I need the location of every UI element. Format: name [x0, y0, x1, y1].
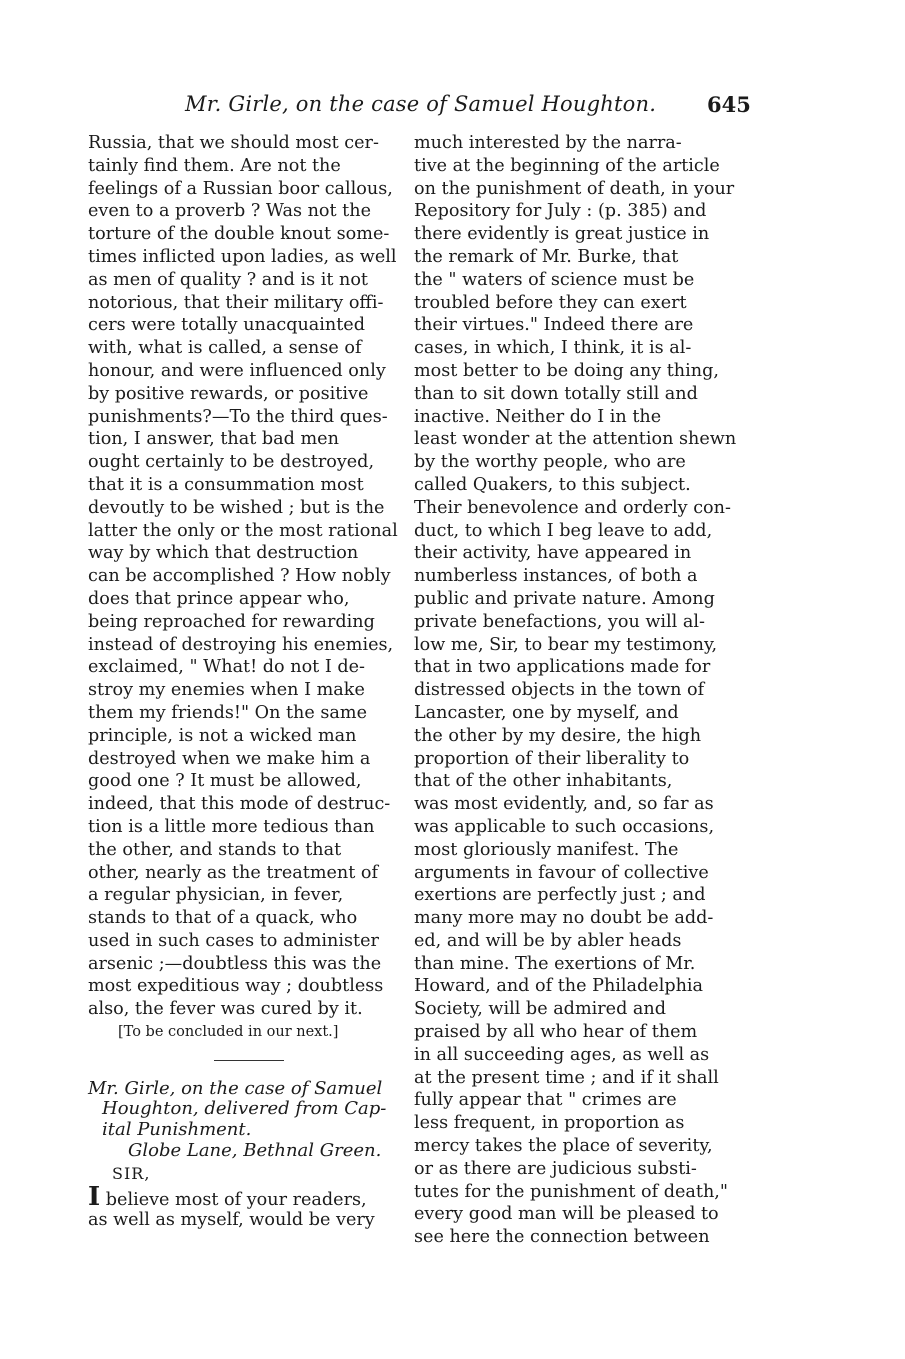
text-line: low me, Sir, to bear my testimony,	[414, 634, 718, 655]
text-line: by the worthy people, who are	[414, 452, 686, 473]
text-line: than mine. The exertions of Mr.	[414, 953, 696, 974]
text-line: stroy my enemies when I make	[88, 680, 365, 701]
text-line: least wonder at the attention shewn	[414, 429, 737, 450]
text-line: public and private nature. Among	[414, 588, 715, 609]
text-line: Lancaster, one by myself, and	[414, 702, 679, 723]
article-heading-line: Mr. Girle, on the case of Samuel	[88, 1077, 383, 1099]
text-line: punishments?—To the third ques-	[88, 406, 388, 427]
text-line: good one ? It must be allowed,	[88, 771, 362, 792]
text-line: notorious, that their military offi-	[88, 292, 384, 313]
article-heading-line: ital Punishment.	[102, 1118, 252, 1140]
text-line: cases, in which, I think, it is al-	[414, 338, 692, 359]
text-line: exertions are perfectly just ; and	[414, 885, 706, 906]
text-line: even to a proverb ? Was not the	[88, 201, 371, 222]
text-line: indeed, that this mode of destruc-	[88, 794, 391, 815]
text-line: Their benevolence and orderly con-	[414, 497, 731, 518]
running-head: Mr. Girle, on the case of Samuel Houghton.	[185, 92, 657, 116]
text-line: as men of quality ? and is it not	[88, 269, 368, 290]
text-line: that it is a consummation most	[88, 474, 364, 495]
text-line: destroyed when we make him a	[88, 748, 371, 769]
text-line: tion, I answer, that bad men	[88, 429, 339, 450]
salutation: SIR,	[112, 1164, 151, 1184]
text-line: that in two applications made for	[414, 657, 711, 678]
section-divider	[214, 1060, 284, 1061]
text-line: the other, and stands to that	[88, 839, 342, 860]
text-line: stands to that of a quack, who	[88, 908, 358, 929]
text-line: most gloriously manifest. The	[414, 839, 679, 860]
text-line: arguments in favour of collective	[414, 862, 709, 883]
text-line: torture of the double knout some-	[88, 224, 390, 245]
right-column	[414, 132, 756, 1249]
text-line: exclaimed, " What! do not I de-	[88, 657, 365, 678]
text-line: praised by all who hear of them	[414, 1022, 698, 1043]
text-line: inactive. Neither do I in the	[414, 406, 662, 427]
text-line: every good man will be pleased to	[414, 1204, 719, 1225]
text-line: devoutly to be wished ; but is the	[88, 497, 385, 518]
text-line: tion is a little more tedious than	[88, 816, 375, 837]
text-line: tainly find them. Are not the	[88, 155, 341, 176]
text-line: in all succeeding ages, as well as	[414, 1044, 710, 1065]
text-line: see here the connection between	[414, 1227, 710, 1248]
text-line: Society, will be admired and	[414, 999, 667, 1020]
page-number: 645	[707, 92, 751, 117]
text-line: honour, and were influenced only	[88, 360, 386, 381]
text-line: or as there are judicious substi-	[414, 1158, 697, 1179]
continued-note: [To be concluded in our next.]	[118, 1024, 339, 1041]
text-line: at the present time ; and if it shall	[414, 1067, 719, 1088]
text-line: on the punishment of death, in your	[414, 178, 735, 199]
text-line: also, the fever was cured by it.	[88, 999, 363, 1020]
text-line: much interested by the narra-	[414, 133, 682, 153]
text-line: way by which that destruction	[88, 543, 359, 564]
text-line: by positive rewards, or positive	[88, 383, 369, 404]
text-line: can be accomplished ? How nobly	[88, 566, 391, 587]
text-line: most expeditious way ; doubtless	[88, 976, 384, 997]
text-line: principle, is not a wicked man	[88, 725, 357, 746]
text-line: distressed objects in the town of	[414, 680, 705, 701]
text-line: instead of destroying his enemies,	[88, 634, 394, 655]
text-line: ed, and will be by abler heads	[414, 930, 682, 951]
text-line: than to sit down totally still and	[414, 383, 698, 404]
text-line: that of the other inhabitants,	[414, 771, 673, 792]
text-line: numberless instances, of both a	[414, 566, 698, 587]
text-line: used in such cases to administer	[88, 930, 379, 951]
text-line: was applicable to such occasions,	[414, 816, 715, 837]
dateline: Globe Lane, Bethnal Green.	[128, 1140, 382, 1162]
text-line: as well as myself, would be very	[88, 1209, 375, 1230]
text-line: most better to be doing any thing,	[414, 360, 719, 381]
text-line: troubled before they can exert	[414, 292, 687, 313]
text-line: private benefactions, you will al-	[414, 611, 705, 632]
text-line: mercy takes the place of severity,	[414, 1136, 713, 1157]
text-line: times inflicted upon ladies, as well	[88, 246, 397, 267]
text-line: was most evidently, and, so far as	[414, 794, 714, 815]
article-heading	[88, 1079, 406, 1141]
text-line: the other by my desire, the high	[414, 725, 702, 746]
text-line: other, nearly as the treatment of	[88, 862, 379, 883]
text-line: Russia, that we should most cer-	[88, 133, 379, 153]
text-line: latter the only or the most rational	[88, 520, 398, 541]
text-line: with, what is called, a sense of	[88, 338, 362, 359]
text-line: duct, to which I beg leave to add,	[414, 520, 713, 541]
text-line: ought certainly to be destroyed,	[88, 452, 375, 473]
text-line: the " waters of science must be	[414, 269, 695, 290]
article-heading-line: Houghton, delivered from Cap-	[102, 1098, 387, 1120]
text-line: the remark of Mr. Burke, that	[414, 246, 679, 267]
left-column	[88, 132, 406, 1232]
text-line: cers were totally unacquainted	[88, 315, 365, 336]
text-line: does that prince appear who,	[88, 588, 350, 609]
text-line: them my friends!" On the same	[88, 702, 368, 723]
text-line: there evidently is great justice in	[414, 224, 710, 245]
opening-line-text: believe most of your readers,	[100, 1189, 367, 1210]
text-line: fully appear that " crimes are	[414, 1090, 677, 1111]
text-line: proportion of their liberality to	[414, 748, 690, 769]
text-line: less frequent, in proportion as	[414, 1113, 685, 1134]
text-line: their activity, have appeared in	[414, 543, 692, 564]
drop-cap: I	[88, 1181, 101, 1212]
text-line: Repository for July : (p. 385) and	[414, 201, 707, 222]
text-line: Howard, and of the Philadelphia	[414, 976, 704, 997]
text-line: called Quakers, to this subject.	[414, 474, 691, 495]
text-line: arsenic ;—doubtless this was the	[88, 953, 382, 974]
text-line: feelings of a Russian boor callous,	[88, 178, 393, 199]
text-line: their virtues." Indeed there are	[414, 315, 694, 336]
text-line: tutes for the punishment of death,"	[414, 1181, 728, 1202]
text-line: many more may no doubt be add-	[414, 908, 714, 929]
text-line: a regular physician, in fever,	[88, 885, 344, 906]
opening-line	[88, 1181, 406, 1212]
text-line: tive at the beginning of the article	[414, 155, 720, 176]
text-line: being reproached for rewarding	[88, 611, 375, 632]
